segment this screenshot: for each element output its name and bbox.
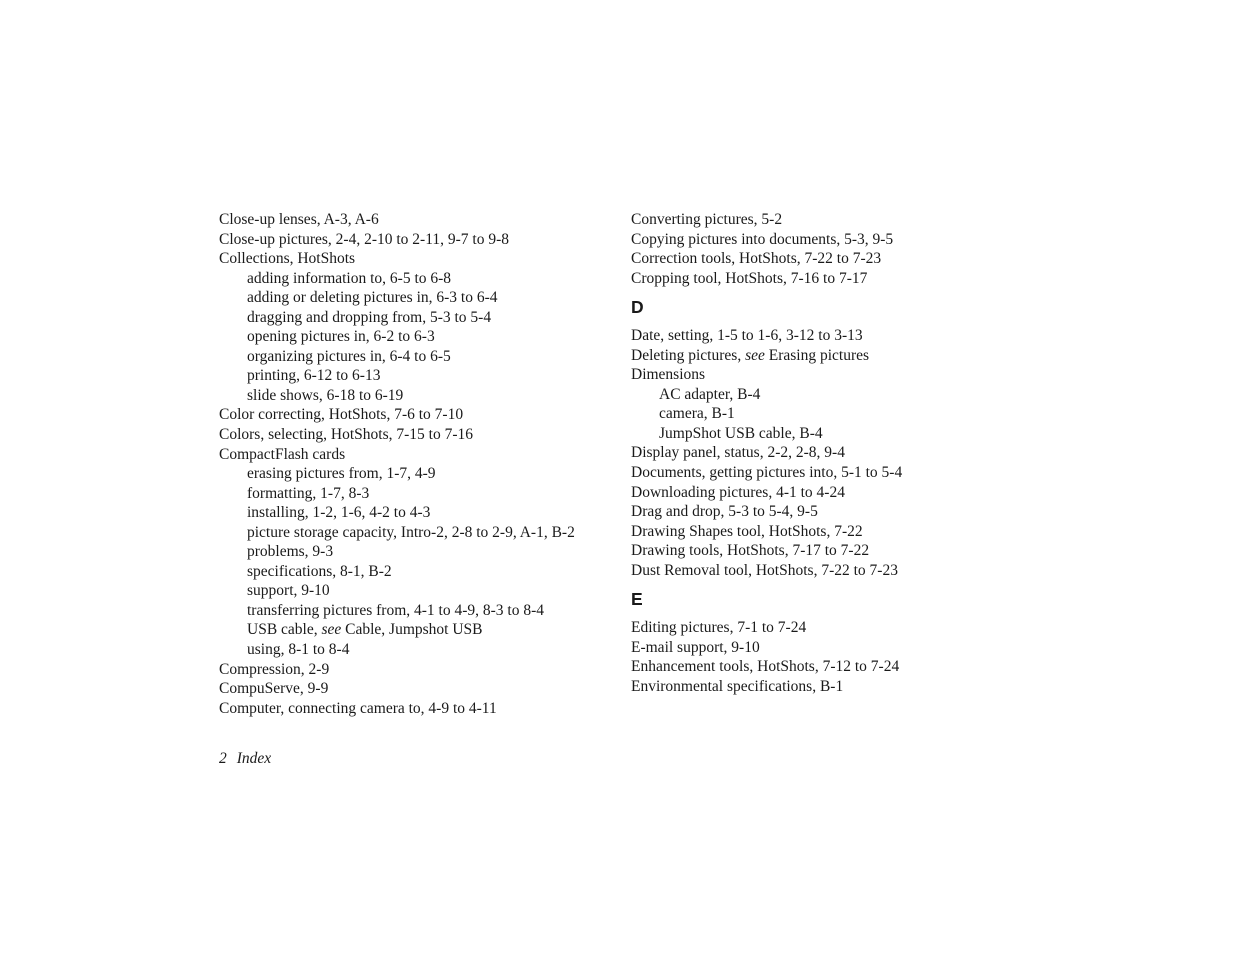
index-subentry: printing, 6-12 to 6-13 xyxy=(247,367,381,385)
entry-text: Cable, Jumpshot USB xyxy=(341,621,483,639)
index-subentry: adding or deleting pictures in, 6-3 to 6-4 xyxy=(247,289,498,307)
entry-text: Deleting pictures, xyxy=(631,346,746,364)
index-subentry: JumpShot USB cable, B-4 xyxy=(659,424,823,442)
page-number: 2 xyxy=(219,750,227,767)
index-entry: Editing pictures, 7-1 to 7-24 xyxy=(631,619,807,637)
index-column-right xyxy=(631,210,1031,696)
index-subentry: specifications, 8-1, B-2 xyxy=(247,562,392,580)
entry-text: USB cable, xyxy=(247,621,322,639)
index-column-left xyxy=(219,210,619,718)
index-subentry: organizing pictures in, 6-4 to 6-5 xyxy=(247,347,451,365)
index-entry: Date, setting, 1-5 to 1-6, 3-12 to 3-13 xyxy=(631,327,863,345)
index-subentry: AC adapter, B-4 xyxy=(659,385,761,403)
index-entry: Environmental specifications, B-1 xyxy=(631,677,844,695)
index-entry xyxy=(631,346,1031,366)
index-entry: Collections, HotShots xyxy=(219,250,356,268)
index-entry: Close-up pictures, 2-4, 2-10 to 2-11, 9-7 to 9-8 xyxy=(219,230,510,248)
index-entry: Close-up lenses, A-3, A-6 xyxy=(219,211,379,228)
see-reference: see xyxy=(745,346,765,364)
index-entry: Converting pictures, 5-2 xyxy=(631,211,783,228)
index-entry: Compression, 2-9 xyxy=(219,660,330,678)
index-entry: CompuServe, 9-9 xyxy=(219,680,329,698)
entry-text: Erasing pictures xyxy=(764,346,870,364)
index-subentry: formatting, 1-7, 8-3 xyxy=(247,484,370,502)
index-entry: CompactFlash cards xyxy=(219,445,346,463)
index-entry: Documents, getting pictures into, 5-1 to 5-4 xyxy=(631,464,903,482)
index-entry: Copying pictures into documents, 5-3, 9-5 xyxy=(631,230,894,248)
index-subentry: adding information to, 6-5 to 6-8 xyxy=(247,269,452,287)
index-entry: Display panel, status, 2-2, 2-8, 9-4 xyxy=(631,444,845,462)
index-entry: Drawing tools, HotShots, 7-17 to 7-22 xyxy=(631,542,870,560)
index-entry: Correction tools, HotShots, 7-22 to 7-23 xyxy=(631,250,882,268)
index-entry: Dust Removal tool, HotShots, 7-22 to 7-23 xyxy=(631,561,898,579)
see-reference: see xyxy=(321,621,342,639)
index-subentry: support, 9-10 xyxy=(247,582,330,600)
index-entry: Cropping tool, HotShots, 7-16 to 7-17 xyxy=(631,269,868,287)
index-entry: Colors, selecting, HotShots, 7-15 to 7-16 xyxy=(219,426,474,444)
index-subentry: using, 8-1 to 8-4 xyxy=(247,641,350,659)
index-subentry: dragging and dropping from, 5-3 to 5-4 xyxy=(247,308,492,326)
index-subentry: installing, 1-2, 1-6, 4-2 to 4-3 xyxy=(247,504,431,522)
index-subentry xyxy=(219,620,619,640)
index-subentry: picture storage capacity, Intro-2, 2-8 to 2-9, A-1, B-2 xyxy=(247,523,575,541)
footer-section-title: Index xyxy=(236,750,272,767)
index-entry: Drag and drop, 5-3 to 5-4, 9-5 xyxy=(631,503,818,521)
index-subentry: erasing pictures from, 1-7, 4-9 xyxy=(247,465,436,483)
index-subentry: camera, B-1 xyxy=(659,405,735,423)
index-letter-heading: E xyxy=(631,589,643,610)
index-entry: Drawing Shapes tool, HotShots, 7-22 xyxy=(631,522,863,540)
page-footer xyxy=(219,749,271,769)
index-entry: Color correcting, HotShots, 7-6 to 7-10 xyxy=(219,406,464,424)
index-subentry: slide shows, 6-18 to 6-19 xyxy=(247,386,404,404)
index-subentry: transferring pictures from, 4-1 to 4-9, 8-3 to 8-4 xyxy=(247,601,545,619)
index-entry: Dimensions xyxy=(631,366,706,384)
index-entry: Downloading pictures, 4-1 to 4-24 xyxy=(631,483,845,501)
index-subentry: problems, 9-3 xyxy=(247,543,334,561)
index-entry: Computer, connecting camera to, 4-9 to 4-11 xyxy=(219,699,497,717)
index-subentry: opening pictures in, 6-2 to 6-3 xyxy=(247,328,435,346)
index-entry: Enhancement tools, HotShots, 7-12 to 7-24 xyxy=(631,658,900,676)
index-letter-heading: D xyxy=(631,297,644,318)
index-entry: E-mail support, 9-10 xyxy=(631,638,760,656)
